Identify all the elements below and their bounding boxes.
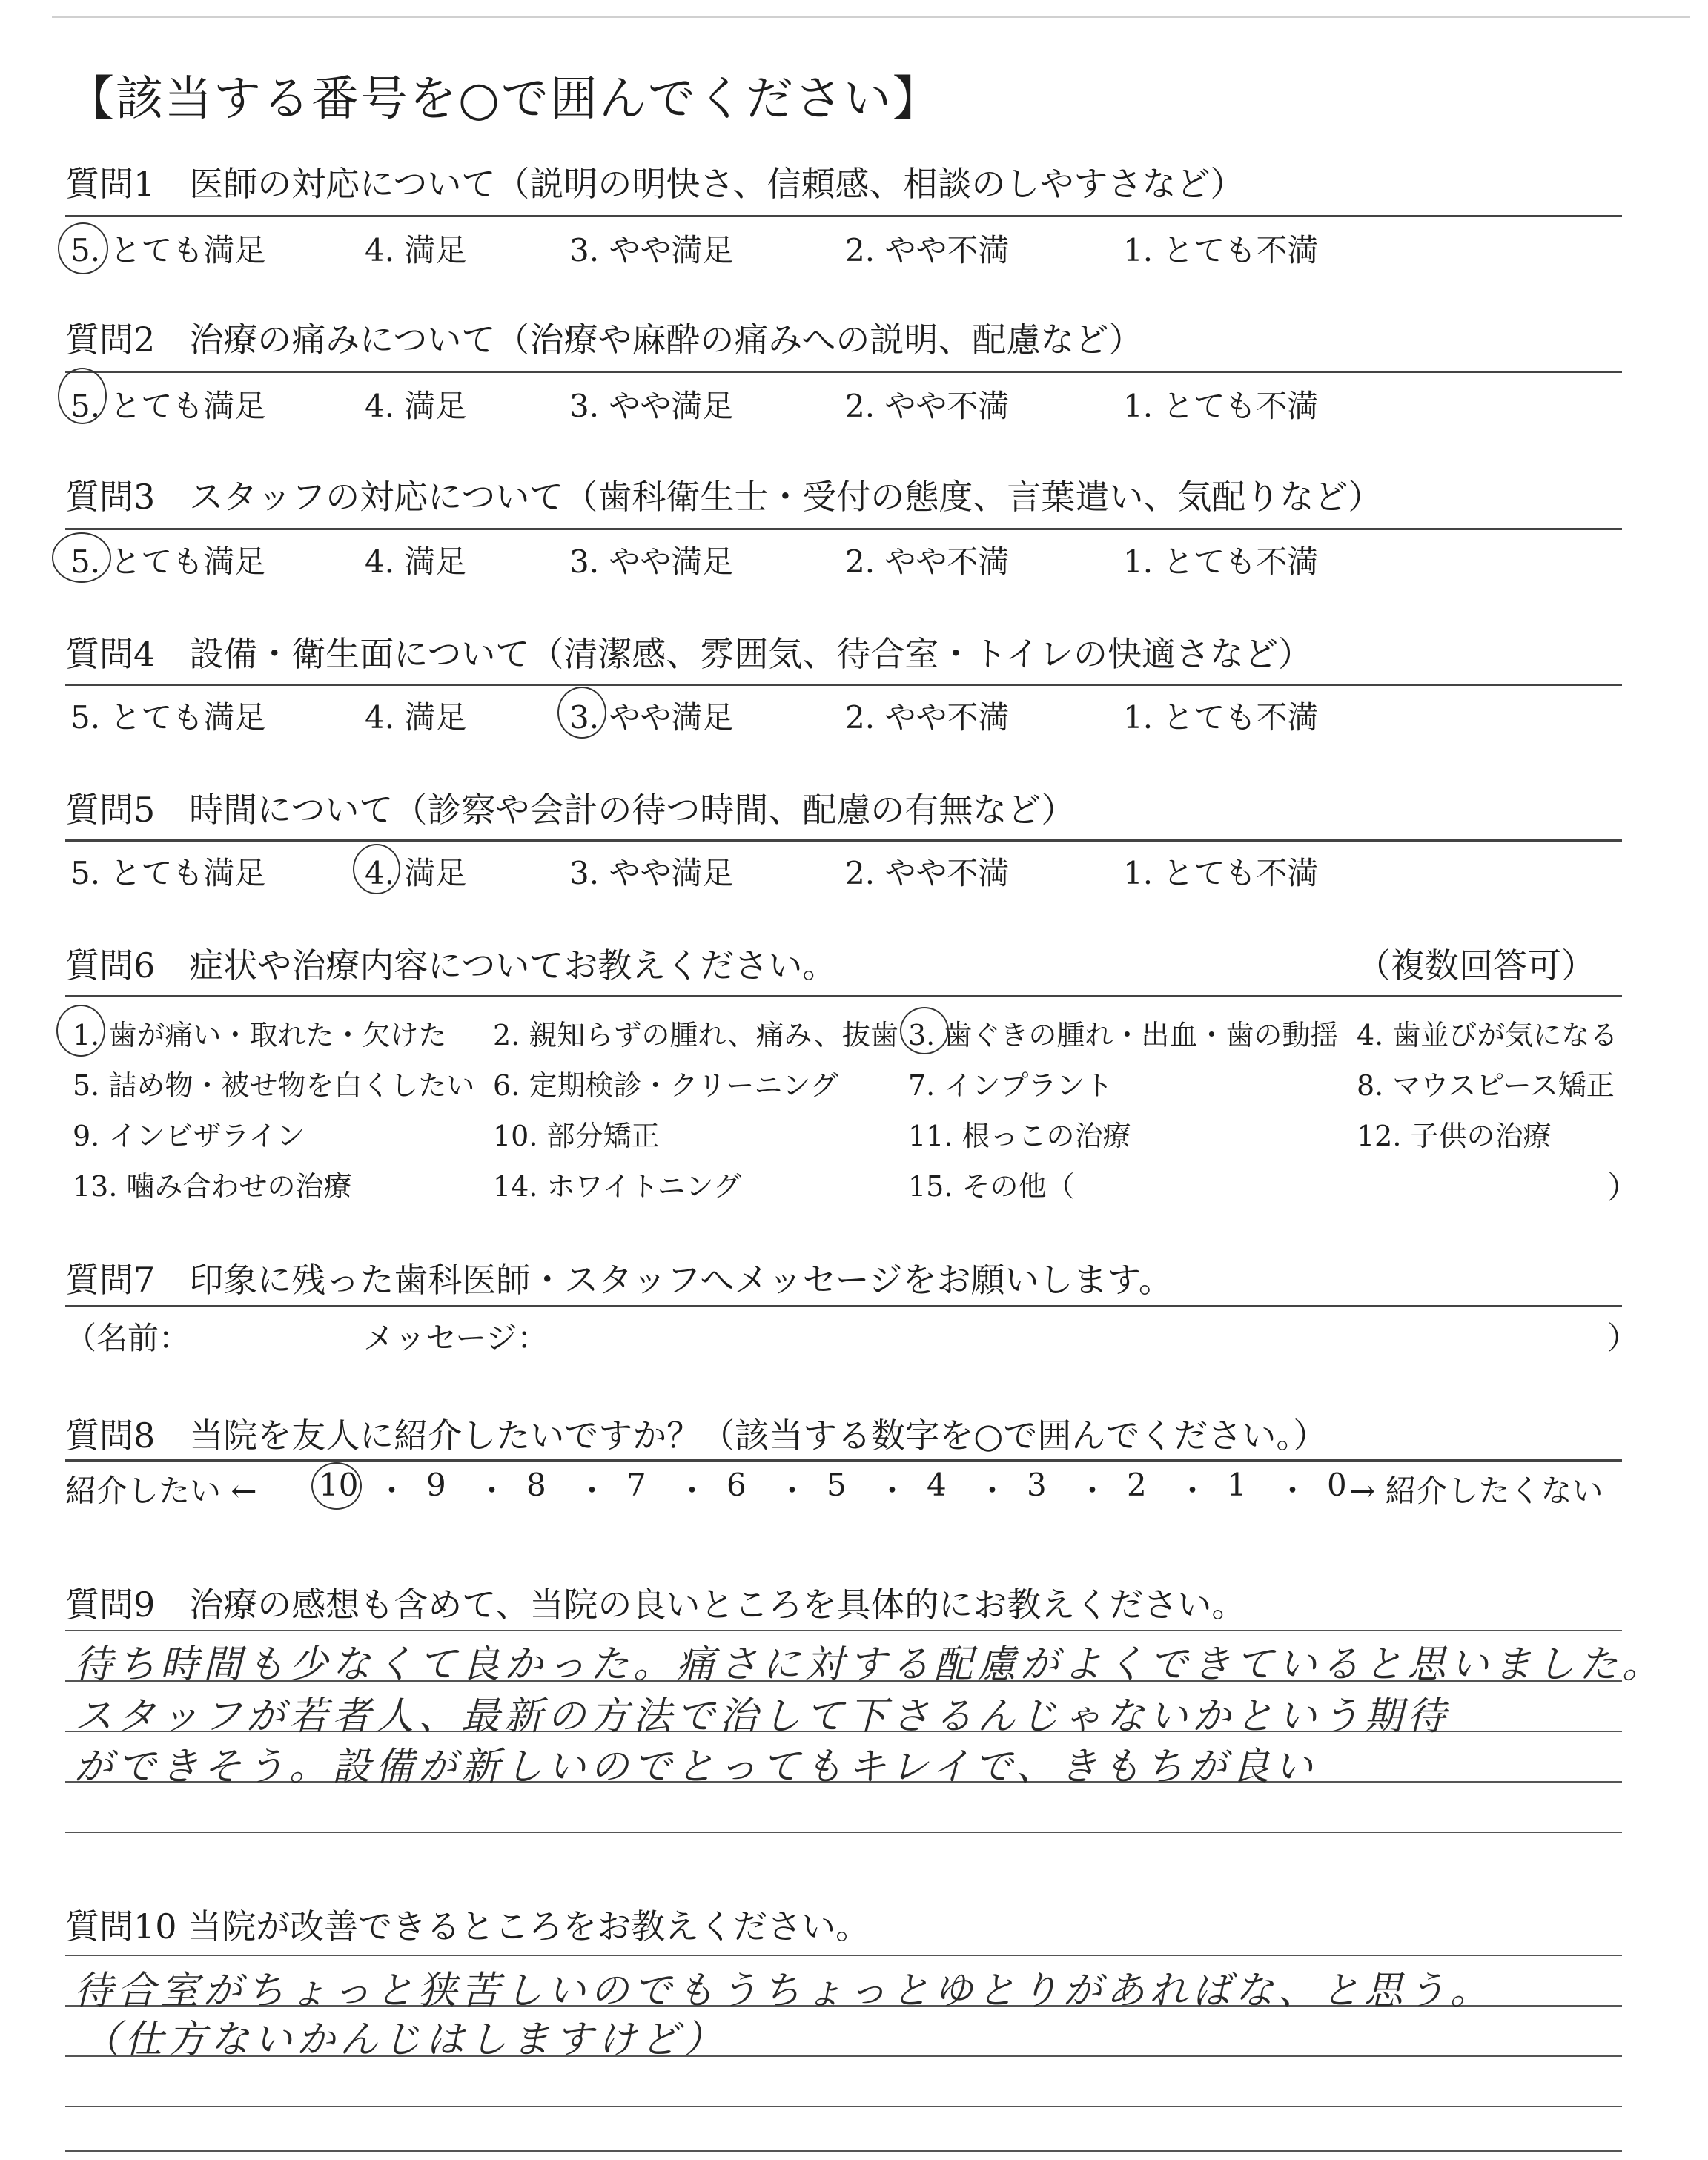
q4-selected-circle bbox=[557, 687, 606, 739]
q6-note: （複数回答可） bbox=[1357, 945, 1595, 985]
q9-answer-line-2: スタッフが若者人、最新の方法で治して下さるんじゃないかという期待 bbox=[74, 1694, 1451, 1739]
q1-option-2[interactable]: 2. やや不満 bbox=[845, 232, 1010, 268]
q4-option-5[interactable]: 5. とても満足 bbox=[70, 699, 266, 736]
page-header: 【該当する番号を○で囲んでください】 bbox=[67, 72, 941, 127]
q2-option-5[interactable]: 5. とても満足 bbox=[70, 388, 266, 424]
q8-scale-dot: ・ bbox=[476, 1473, 508, 1509]
q1-option-4[interactable]: 4. 満足 bbox=[365, 232, 467, 268]
q9-title: 質問9 治療の感想も含めて、当院の良いところを具体的にお教えください。 bbox=[65, 1585, 1246, 1625]
q3-option-2[interactable]: 2. やや不満 bbox=[845, 544, 1010, 580]
q7-rule bbox=[65, 1305, 1622, 1307]
q2-option-2[interactable]: 2. やや不満 bbox=[845, 388, 1010, 424]
q2-rule bbox=[65, 371, 1622, 373]
q2-option-3[interactable]: 3. やや満足 bbox=[569, 388, 734, 424]
q8-selected-circle bbox=[311, 1462, 362, 1510]
q6-item-11[interactable]: 11. 根っこの治療 bbox=[908, 1120, 1131, 1152]
q6-item-1[interactable]: 1. 歯が痛い・取れた・欠けた bbox=[73, 1019, 447, 1051]
q10-answer-line-2: （仕方ないかんじはしますけど） bbox=[82, 2018, 727, 2062]
q4-option-2[interactable]: 2. やや不満 bbox=[845, 699, 1010, 736]
q6-item-5[interactable]: 5. 詰め物・被せ物を白くしたい bbox=[73, 1069, 475, 1102]
q8-scale-7[interactable]: 7 bbox=[626, 1467, 646, 1503]
q1-title: 質問1 医師の対応について（説明の明快さ、信頼感、相談のしやすさなど） bbox=[65, 164, 1245, 204]
q8-scale-10[interactable]: 10 bbox=[319, 1467, 359, 1503]
q9-answer-line-3: ができそう。設備が新しいのでとってもキレイで、きもちが良い bbox=[74, 1745, 1317, 1789]
q2-selected-circle bbox=[58, 368, 107, 424]
q8-scale-4[interactable]: 4 bbox=[927, 1467, 947, 1503]
q5-option-4[interactable]: 4. 満足 bbox=[365, 855, 467, 891]
q6-item-14[interactable]: 14. ホワイトニング bbox=[493, 1170, 742, 1203]
q6-item-12[interactable]: 12. 子供の治療 bbox=[1357, 1120, 1552, 1152]
q9-answer-line-1: 待ち時間も少なくて良かった。痛さに対する配慮がよくできていると思いました。 bbox=[74, 1642, 1666, 1687]
q8-scale-8[interactable]: 8 bbox=[526, 1467, 546, 1503]
q6-selected-circle-1 bbox=[56, 1005, 105, 1057]
q5-title: 質問5 時間について（診察や会計の待つ時間、配慮の有無など） bbox=[65, 790, 1076, 830]
q6-item-4[interactable]: 4. 歯並びが気になる bbox=[1357, 1019, 1618, 1051]
q6-other-close-paren: ） bbox=[1607, 1169, 1639, 1206]
q6-item-7[interactable]: 7. インプラント bbox=[908, 1069, 1113, 1102]
q4-rule bbox=[65, 684, 1622, 686]
q8-right-label: → 紹介したくない bbox=[1349, 1473, 1603, 1509]
q1-option-1[interactable]: 1. とても不満 bbox=[1123, 232, 1319, 268]
q8-scale-dot: ・ bbox=[776, 1473, 808, 1509]
q8-scale-dot: ・ bbox=[376, 1473, 408, 1509]
q2-title: 質問2 治療の痛みについて（治療や麻酔の痛みへの説明、配慮など） bbox=[65, 320, 1143, 360]
q8-scale-1[interactable]: 1 bbox=[1227, 1467, 1247, 1503]
q4-option-4[interactable]: 4. 満足 bbox=[365, 699, 467, 736]
q6-item-3[interactable]: 3. 歯ぐきの腫れ・出血・歯の動揺 bbox=[908, 1019, 1339, 1051]
q8-scale-3[interactable]: 3 bbox=[1027, 1467, 1047, 1503]
q2-option-1[interactable]: 1. とても不満 bbox=[1123, 388, 1319, 424]
q6-rule bbox=[65, 995, 1622, 997]
q8-scale-dot: ・ bbox=[676, 1473, 708, 1509]
q6-item-10[interactable]: 10. 部分矯正 bbox=[493, 1120, 660, 1152]
q8-rule bbox=[65, 1459, 1622, 1462]
q3-option-5[interactable]: 5. とても満足 bbox=[70, 544, 266, 580]
q8-scale-dot: ・ bbox=[876, 1473, 908, 1509]
q9-line-1 bbox=[65, 1630, 1622, 1631]
q10-answer-line-1: 待合室がちょっと狭苦しいのでもうちょっとゆとりがあればな、と思う。 bbox=[74, 1969, 1494, 2013]
q4-option-3[interactable]: 3. やや満足 bbox=[569, 699, 734, 736]
q7-close-paren: ） bbox=[1607, 1320, 1639, 1356]
q3-option-4[interactable]: 4. 満足 bbox=[365, 544, 467, 580]
q8-scale-dot: ・ bbox=[976, 1473, 1008, 1509]
q8-left-label: 紹介したい ← bbox=[65, 1473, 257, 1509]
q10-line-5 bbox=[65, 2150, 1622, 2152]
q3-selected-circle bbox=[52, 532, 111, 583]
q5-option-5[interactable]: 5. とても満足 bbox=[70, 855, 266, 891]
q7-message-label: メッセージ： bbox=[363, 1320, 549, 1356]
q6-item-2[interactable]: 2. 親知らずの腫れ、痛み、抜歯 bbox=[493, 1019, 898, 1051]
q8-scale-dot: ・ bbox=[1076, 1473, 1108, 1509]
q1-option-5[interactable]: 5. とても満足 bbox=[70, 232, 266, 268]
q7-name-label: （名前： bbox=[65, 1320, 191, 1356]
q5-option-3[interactable]: 3. やや満足 bbox=[569, 855, 734, 891]
q8-scale-2[interactable]: 2 bbox=[1127, 1467, 1147, 1503]
q9-line-5 bbox=[65, 1832, 1622, 1833]
q4-title: 質問4 設備・衛生面について（清潔感、雰囲気、待合室・トイレの快適さなど） bbox=[65, 634, 1313, 674]
q6-item-9[interactable]: 9. インビザライン bbox=[73, 1120, 305, 1152]
q1-selected-circle bbox=[58, 222, 108, 274]
q4-option-1[interactable]: 1. とても不満 bbox=[1123, 699, 1319, 736]
q5-rule bbox=[65, 839, 1622, 842]
q8-scale-dot: ・ bbox=[576, 1473, 608, 1509]
q8-title: 質問8 当院を友人に紹介したいですか？（該当する数字を○で囲んでください。） bbox=[65, 1416, 1328, 1456]
q8-scale-dot: ・ bbox=[1277, 1473, 1308, 1509]
q1-rule bbox=[65, 215, 1622, 217]
q10-line-1 bbox=[65, 1955, 1622, 1956]
q3-option-3[interactable]: 3. やや満足 bbox=[569, 544, 734, 580]
q5-option-2[interactable]: 2. やや不満 bbox=[845, 855, 1010, 891]
q6-item-8[interactable]: 8. マウスピース矯正 bbox=[1357, 1069, 1615, 1102]
q3-title: 質問3 スタッフの対応について（歯科衛生士・受付の態度、言葉遣い、気配りなど） bbox=[65, 477, 1383, 517]
top-border bbox=[52, 16, 1690, 18]
q8-scale-9[interactable]: 9 bbox=[426, 1467, 446, 1503]
q8-scale-0[interactable]: 0 bbox=[1327, 1467, 1347, 1503]
q7-title: 質問7 印象に残った歯科医師・スタッフへメッセージをお願いします。 bbox=[65, 1260, 1173, 1300]
q8-scale-5[interactable]: 5 bbox=[827, 1467, 847, 1503]
q3-option-1[interactable]: 1. とても不満 bbox=[1123, 544, 1319, 580]
q6-item-13[interactable]: 13. 噛み合わせの治療 bbox=[73, 1170, 352, 1203]
q2-option-4[interactable]: 4. 満足 bbox=[365, 388, 467, 424]
q6-selected-circle-3 bbox=[900, 1007, 949, 1054]
q6-item-15[interactable]: 15. その他（ bbox=[908, 1170, 1075, 1203]
q10-title: 質問10 当院が改善できるところをお教えください。 bbox=[65, 1906, 870, 1946]
q5-option-1[interactable]: 1. とても不満 bbox=[1123, 855, 1319, 891]
q6-title: 質問6 症状や治療内容についてお教えください。 bbox=[65, 945, 837, 985]
q6-item-6[interactable]: 6. 定期検診・クリーニング bbox=[493, 1069, 838, 1102]
q8-scale-6[interactable]: 6 bbox=[726, 1467, 747, 1503]
q8-scale-dot: ・ bbox=[1176, 1473, 1208, 1509]
q1-option-3[interactable]: 3. やや満足 bbox=[569, 232, 734, 268]
q10-line-4 bbox=[65, 2106, 1622, 2107]
q5-selected-circle bbox=[353, 844, 400, 894]
q3-rule bbox=[65, 528, 1622, 530]
